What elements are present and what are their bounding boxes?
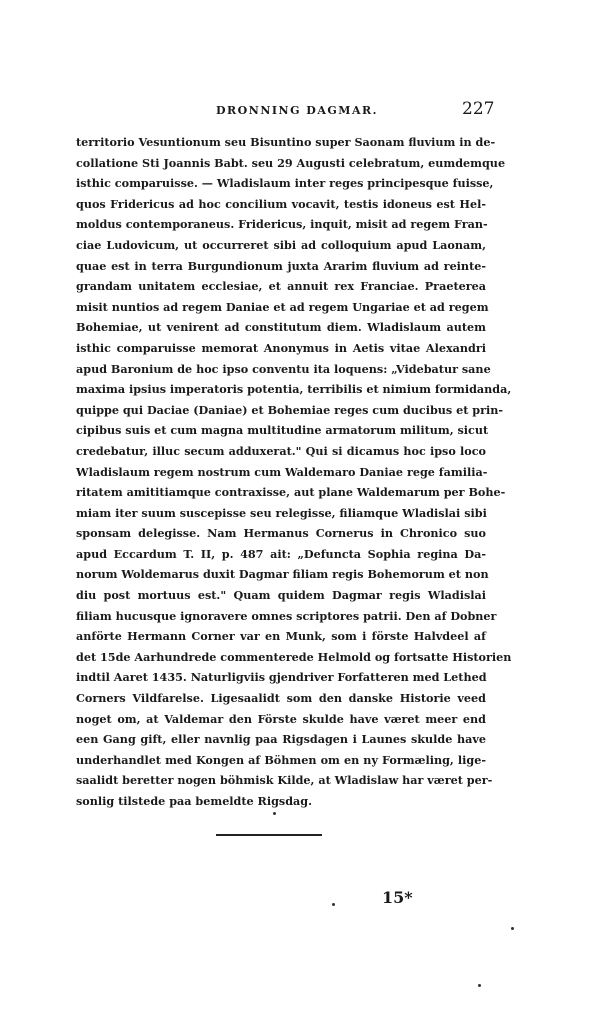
text-line: saalidt beretter nogen böhmisk Kilde, at Wladislaw har været per- <box>76 773 493 788</box>
text-line: sonlig tilstede paa bemeldte Rigsdag. <box>76 794 313 808</box>
text-line: een Gang gift, eller navnlig paa Rigsdagen i Launes skulde have <box>76 732 486 747</box>
text-line: quos Fridericus ad hoc concilium vocavit, testis idoneus est Hel- <box>76 196 486 211</box>
text-line: Corners Vildfarelse. Ligesaalidt som den danske Historie veed <box>76 691 486 706</box>
text-line: apud Baronium de hoc ipso conventu ita loquens: „Videbatur sane <box>76 361 491 376</box>
text-line: Bohemiae, ut venirent ad constitutum diem. Wladislaum autem <box>76 320 486 335</box>
text-line: quippe qui Daciae (Daniae) et Bohemiae reges cum ducibus et prin- <box>76 402 504 417</box>
text-line: misit nuntios ad regem Daniae et ad regem Ungariae et ad regem <box>76 299 489 314</box>
text-line: diu post mortuus est." Quam quidem Dagmar regis Wladislai <box>76 588 486 603</box>
ornament-dot <box>511 927 514 930</box>
text-line: miam iter suum suscepisse seu relegisse, filiamque Wladislai sibi <box>76 505 487 520</box>
text-line: quae est in terra Burgundionum juxta Ararim fluvium ad reinte- <box>76 258 486 273</box>
text-line: Wladislaum regem nostrum cum Waldemaro Daniae rege familia- <box>76 464 488 479</box>
section-rule <box>216 834 322 836</box>
ornament-dot <box>332 903 335 906</box>
text-line: maxima ipsius imperatoris potentia, terribilis et nimium formidanda, <box>76 382 512 397</box>
body-text <box>76 132 512 812</box>
text-line: isthic comparuisse. — Wladislaum inter reges principesque fuisse, <box>76 176 494 191</box>
text-line: underhandlet med Kongen af Böhmen om en ny Formæling, lige- <box>76 752 486 767</box>
text-line: territorio Vesuntionum seu Bisuntino super Saonam fluvium in de- <box>76 135 496 149</box>
text-line: credebatur, illuc secum adduxerat." Qui si dicamus hoc ipso loco <box>76 443 486 458</box>
text-line: det 15de Aarhundrede commenterede Helmold og fortsatte Historien <box>76 649 512 664</box>
text-line: sponsam delegisse. Nam Hermanus Cornerus in Chronico suo <box>76 526 486 541</box>
text-line: filiam hucusque ignoravere omnes scriptores patrii. Den af Dobner <box>76 608 497 623</box>
text-line: noget om, at Valdemar den Förste skulde have været meer end <box>76 711 486 726</box>
ornament-dot <box>478 984 481 987</box>
text-line: apud Eccardum T. II, p. 487 ait: „Defuncta Sophia regina Da- <box>76 546 486 561</box>
text-line: indtil Aaret 1435. Naturligviis gjendriver Forfatteren med Lethed <box>76 670 487 685</box>
text-line: collatione Sti Joannis Babt. seu 29 Augusti celebratum, eumdemque <box>76 155 506 170</box>
running-title: DRONNING DAGMAR. <box>216 104 378 117</box>
text-line: ciae Ludovicum, ut occurreret sibi ad colloquium apud Laonam, <box>76 237 486 252</box>
text-line: ritatem amititiamque contraxisse, aut plane Waldemarum per Bohe- <box>76 485 506 500</box>
signature-mark: 15* <box>382 888 413 907</box>
text-line: grandam unitatem ecclesiae, et annuit rex Franciae. Praeterea <box>76 279 486 294</box>
ornament-dot <box>273 812 276 815</box>
text-line: cipibus suis et cum magna multitudine armatorum militum, sicut <box>76 423 489 438</box>
text-line: norum Woldemarus duxit Dagmar filiam regis Bohemorum et non <box>76 567 489 582</box>
page-number: 227 <box>462 99 495 119</box>
text-line: isthic comparuisse memorat Anonymus in Aetis vitae Alexandri <box>76 340 486 355</box>
text-line: anförte Hermann Corner var en Munk, som i förste Halvdeel af <box>76 629 486 644</box>
text-line: moldus contemporaneus. Fridericus, inquit, misit ad regem Fran- <box>76 217 488 232</box>
